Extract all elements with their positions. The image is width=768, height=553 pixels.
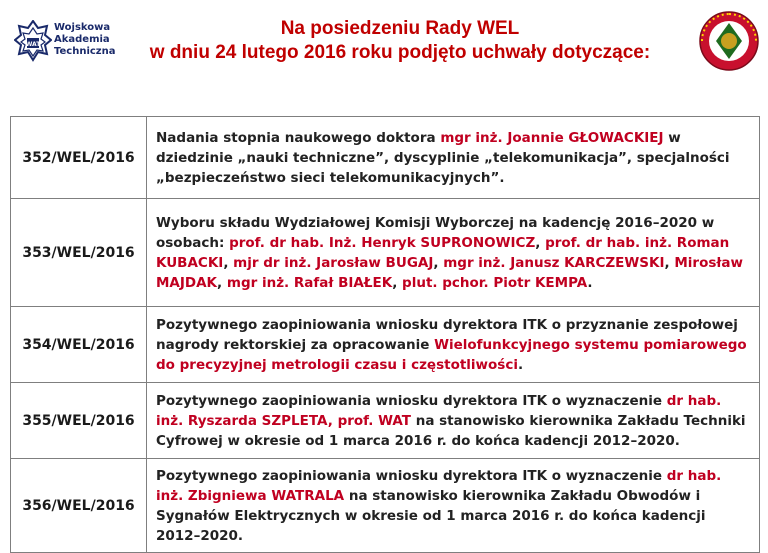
table-row — [11, 199, 760, 307]
person-name: Mirosław MAJDAK — [156, 254, 743, 291]
separator: , — [433, 254, 444, 271]
wel-faculty-emblem — [698, 10, 760, 72]
person-name: prof. dr hab. Inż. Henryk SUPRONOWICZ — [229, 234, 536, 251]
text: Pozytywnego zaopiniowania wniosku dyrektora ITK o przyznanie zespołowej nagrody rektorskiej za opracowanie — [156, 316, 738, 353]
wat-emblem-icon — [14, 20, 52, 68]
separator: , — [535, 234, 546, 251]
logo-line-2: Akademia — [54, 34, 110, 45]
page-title-line-1: Na posiedzeniu Rady WEL — [280, 18, 520, 39]
table-row — [11, 383, 760, 459]
table-row — [11, 307, 760, 383]
text: na stanowisko kierownika Zakładu Obwodów i Sygnałów Elektrycznych w okresie od 1 marca 2016 r. do końca kadencji 2012–2020. — [156, 487, 706, 544]
resolutions-table — [10, 116, 760, 553]
person-name: prof. dr hab. inż. Roman KUBACKI — [156, 234, 730, 271]
separator: , — [664, 254, 675, 271]
separator: , — [223, 254, 234, 271]
resolution-number: 352/WEL/2016 — [11, 117, 147, 199]
resolution-number: 353/WEL/2016 — [11, 199, 147, 307]
wel-emblem-icon — [698, 10, 760, 72]
header — [0, 0, 768, 100]
wat-logo-text — [54, 22, 115, 58]
resolution-description — [147, 383, 760, 459]
wat-logo — [14, 20, 134, 70]
separator: . — [517, 356, 524, 373]
separator: . — [587, 274, 593, 291]
text: Pozytywnego zaopiniowania wniosku dyrektora ITK o wyznaczenie — [156, 467, 667, 484]
resolution-number: 356/WEL/2016 — [11, 459, 147, 553]
resolution-number: 354/WEL/2016 — [11, 307, 147, 383]
person-name: dr hab. inż. Ryszarda SZPLETA, prof. WAT — [156, 392, 722, 429]
logo-line-1: Wojskowa — [54, 22, 111, 33]
person-name: mgr inż. Joannie GŁOWACKIEJ — [440, 129, 664, 146]
text: na stanowisko kierownika Zakładu Techniki Cyfrowej w okresie od 1 marca 2016 r. do końca kadencji 2012–2020. — [156, 412, 746, 449]
resolution-number: 355/WEL/2016 — [11, 383, 147, 459]
text: Wyboru składu Wydziałowej Komisji Wyborczej na kadencję 2016–2020 w osobach: — [156, 214, 715, 251]
text: Nadania stopnia naukowego doktora — [156, 129, 441, 146]
wat-monogram: WAT — [25, 41, 41, 48]
page-title-line-2: w dniu 24 lutego 2016 roku podjęto uchwały dotyczące: — [149, 42, 651, 63]
resolution-description — [147, 459, 760, 553]
person-name: mjr dr inż. Jarosław BUGAJ — [233, 254, 434, 271]
table-row — [11, 459, 760, 553]
resolution-description — [147, 307, 760, 383]
text: Pozytywnego zaopiniowania wniosku dyrektora ITK o wyznaczenie — [156, 392, 667, 409]
separator: , — [217, 274, 227, 291]
resolution-description — [147, 199, 760, 307]
person-name: dr hab. inż. Zbigniewa WATRALA — [156, 467, 722, 504]
award-title: Wielofunkcyjnego systemu pomiarowego do precyzyjnej metrologii czasu i częstotliwości — [156, 336, 747, 373]
person-name: mgr inż. Rafał BIAŁEK — [226, 274, 393, 291]
table-row — [11, 117, 760, 199]
resolution-description — [147, 117, 760, 199]
person-name: plut. pchor. Piotr KEMPA — [402, 274, 588, 291]
logo-line-3: Techniczna — [54, 46, 116, 57]
text: w dziedzinie „nauki techniczne”, dyscyplinie „telekomunikacja”, specjalności „bezpieczeństwo sieci telekomunikacyjnych”. — [156, 129, 730, 186]
separator: , — [392, 274, 403, 291]
person-name: mgr inż. Janusz KARCZEWSKI — [443, 254, 665, 271]
